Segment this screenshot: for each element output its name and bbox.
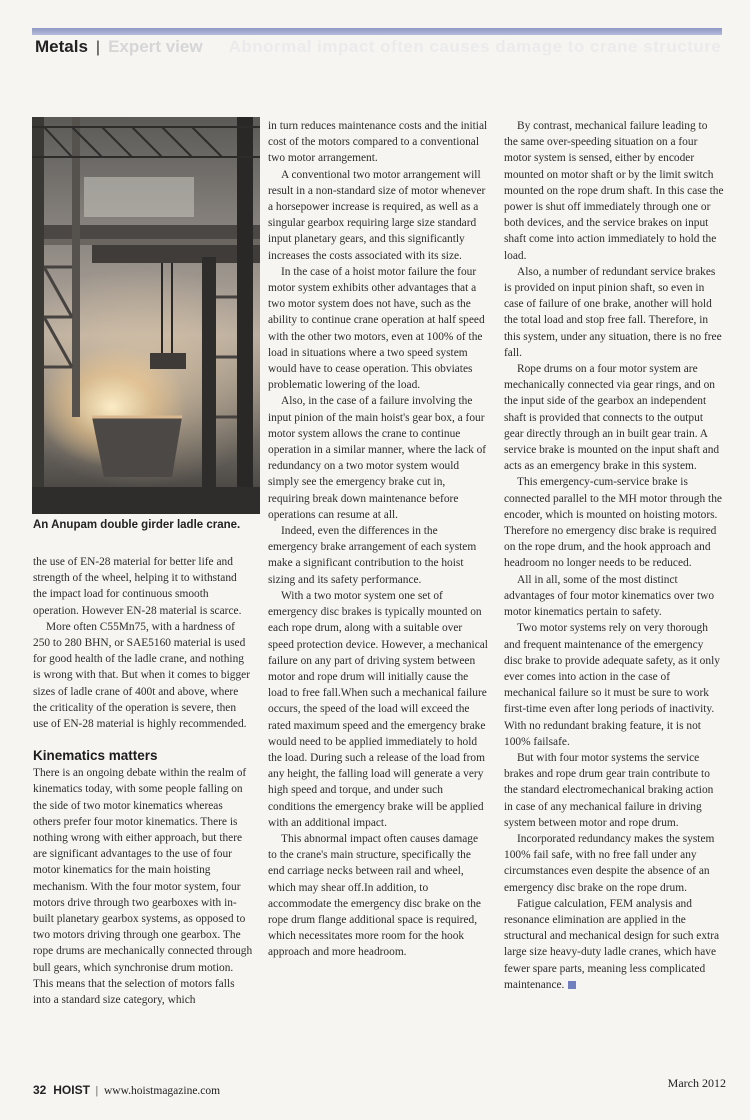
ladle-crane-photo [32, 117, 260, 514]
page-footer [33, 1083, 220, 1097]
paragraph: Rope drums on a four motor system are mechanically connected via gear rings, and on the input side of the gearbox an independent shaft is provided that connects to the output gear directly through an in built gear train. A service brake is mounted on the input shaft and acts as an emergency brake in this system. [504, 363, 720, 473]
magazine-name: HOIST [53, 1083, 90, 1097]
article-end-mark [568, 981, 576, 989]
header-rule [32, 28, 722, 35]
column-3-body [504, 118, 724, 993]
paragraph: With a two motor system one set of emergency disc brakes is typically mounted on each rope drum, along with a suitable over speed protection device. However, a mechanical failure on any part of driving system between motor and rope drum will initially cause the load to free fall.When such a mechanical failure occurs, the speed of the load will exceed the rated maximum speed and the emergency brake would need to be applied immediately to hold the load. During such a release of the load from any height, the falling load will generate a very high speed and torque, and under such conditions the emergency brake will be applied with an additional impact. [268, 589, 488, 829]
paragraph: Indeed, even the differences in the emergency brake arrangement of each system make a significant contribution to the hoist sizing and its safety performance. [268, 525, 477, 586]
paragraph: in turn reduces maintenance costs and the initial cost of the motors compared to a conventional two motor arrangement. [268, 120, 488, 165]
column-2-body [268, 118, 488, 961]
paragraph: This abnormal impact often causes damage to the crane's main structure, specifically the end carriage necks between rail and wheel, which may shear off.In addition, to accommodate the emergency disc brake on the rope drum flange additional space is required, which necessitates more room for the hook approach and more headroom. [268, 832, 481, 959]
section-title: Metals [35, 37, 88, 56]
article-column-1 [33, 554, 253, 1008]
article-column-2 [268, 118, 488, 961]
paragraph: More often C55Mn75, with a hardness of 250 to 280 BHN, or SAE5160 material is used for good health of the ladle crane, and nothing is wrong with that. But when it comes to bigger sizes of ladle crane of 400t and above, where the criticality of the operation is severe, then use of EN-28 material is highly recommended. [33, 620, 251, 731]
paragraph: In the case of a hoist motor failure the four motor system exhibits other advantages that a two motor system does not have, such as the ability to continue crane operation at half speed with the other two motors, even at 100% of the load in situations where a two speed system would have to cease operation. This obviates problematic lowering of the load. [268, 265, 485, 392]
magazine-website: www.hoistmagazine.com [103, 1085, 221, 1097]
issue-date: March 2012 [667, 1076, 726, 1090]
photo-caption: An Anupam double girder ladle crane. [33, 519, 241, 531]
paragraph: This emergency-cum-service brake is connected parallel to the MH motor through the encoder, which is mounted on hoisting motors. Therefore no emergency disc brake is required on the rope drum, and the hook approach and headroom no longer needs to be reduced. [504, 476, 722, 570]
paragraph: Incorporated redundancy makes the system 100% fail safe, with no free fall under any circumstances even despite the absence of an emergency disc brake on the rope drum. [504, 832, 715, 894]
column-1-body-continued [33, 765, 253, 1008]
paragraph: A conventional two motor arrangement will result in a non-standard size of motor whenever a horsepower increase is required, as well as a singular gearbox requiring large size standard input planetary gears, and this significantly increases the costs associated with its size. [268, 168, 486, 262]
crane-illustration [32, 117, 260, 514]
paragraph: But with four motor systems the service brakes and rope drum gear train contribute to the standard electromechanical braking action in case of any mechanical failure in driving system between motor and rope drum. [504, 751, 714, 829]
page-number: 32 [33, 1083, 47, 1097]
paragraph: the use of EN-28 material for better life and strength of the wheel, helping it to withstand the impact load for continuous smooth operation. However EN-28 material is scarce. [33, 556, 242, 617]
header-ghost-text: Abnormal impact often causes damage to crane structure [228, 37, 722, 56]
article-column-3 [504, 118, 724, 993]
paragraph: Two motor systems rely on very thorough and frequent maintenance of the emergency disc brake to provide adequate safety, as it only ever comes into action in the case of mechanical failure so it must be sure to work first-time even after long periods of inactivity. With no redundant braking feature, it is not 100% failsafe. [504, 622, 720, 748]
header-separator: | [95, 39, 101, 56]
paragraph: Also, a number of redundant service brakes is provided on input pinion shaft, so even in case of failure of one brake, another will hold the total load and stop free fall. Therefore, in this system, under any situation, there is no free fall. [504, 265, 722, 359]
section-subtitle: Expert view [108, 37, 203, 56]
paragraph: All in all, some of the most distinct advantages of four motor kinematics over two motor kinematics pertain to safety. [504, 573, 715, 619]
paragraph: There is an ongoing debate within the realm of kinematics today, with some people falling on the side of two motor kinematics whereas others prefer four motor kinematics. There is nothing wrong with either approach, but there are significant advantages to the use of four motor kinematics for the main hoisting mechanism. With the four motor system, four motors drive through two gearboxes with in-built planetary gearbox systems, as opposed to two motors driving through one gearbox. The rope drums are mechanically connected through bull gears, which synchronise drum motion. This means that the selection of motors falls into a standard size category, which [33, 767, 253, 1007]
page-header [35, 37, 722, 59]
paragraph: Also, in the case of a failure involving the input pinion of the main hoist's gear box, a four motor system allows the crane to continue operation in a similar manner, where the lack of redundancy on a two motor system would simply see the emergency brake cut in, requiring break down maintenance before operations can resume at all. [268, 395, 487, 521]
paragraph: Fatigue calculation, FEM analysis and resonance elimination are applied in the structural and mechanical design for such extra large size heavy-duty ladle cranes, which have fewer spare parts, meaning less complicated maintenance. [504, 897, 720, 991]
section-heading-kinematics: Kinematics matters [33, 748, 158, 764]
footer-separator: | [95, 1085, 99, 1097]
paragraph: By contrast, mechanical failure leading to the same over-speeding situation on a four motor system is sensed, either by encoder mounted on motor shaft or by the limit switch mounted on the rope drum shaft. In this case the power is shut off immediately through one or both devices, and the service brakes on input shaft come into action immediately to hold the load. [504, 120, 724, 262]
column-1-body [33, 554, 253, 732]
